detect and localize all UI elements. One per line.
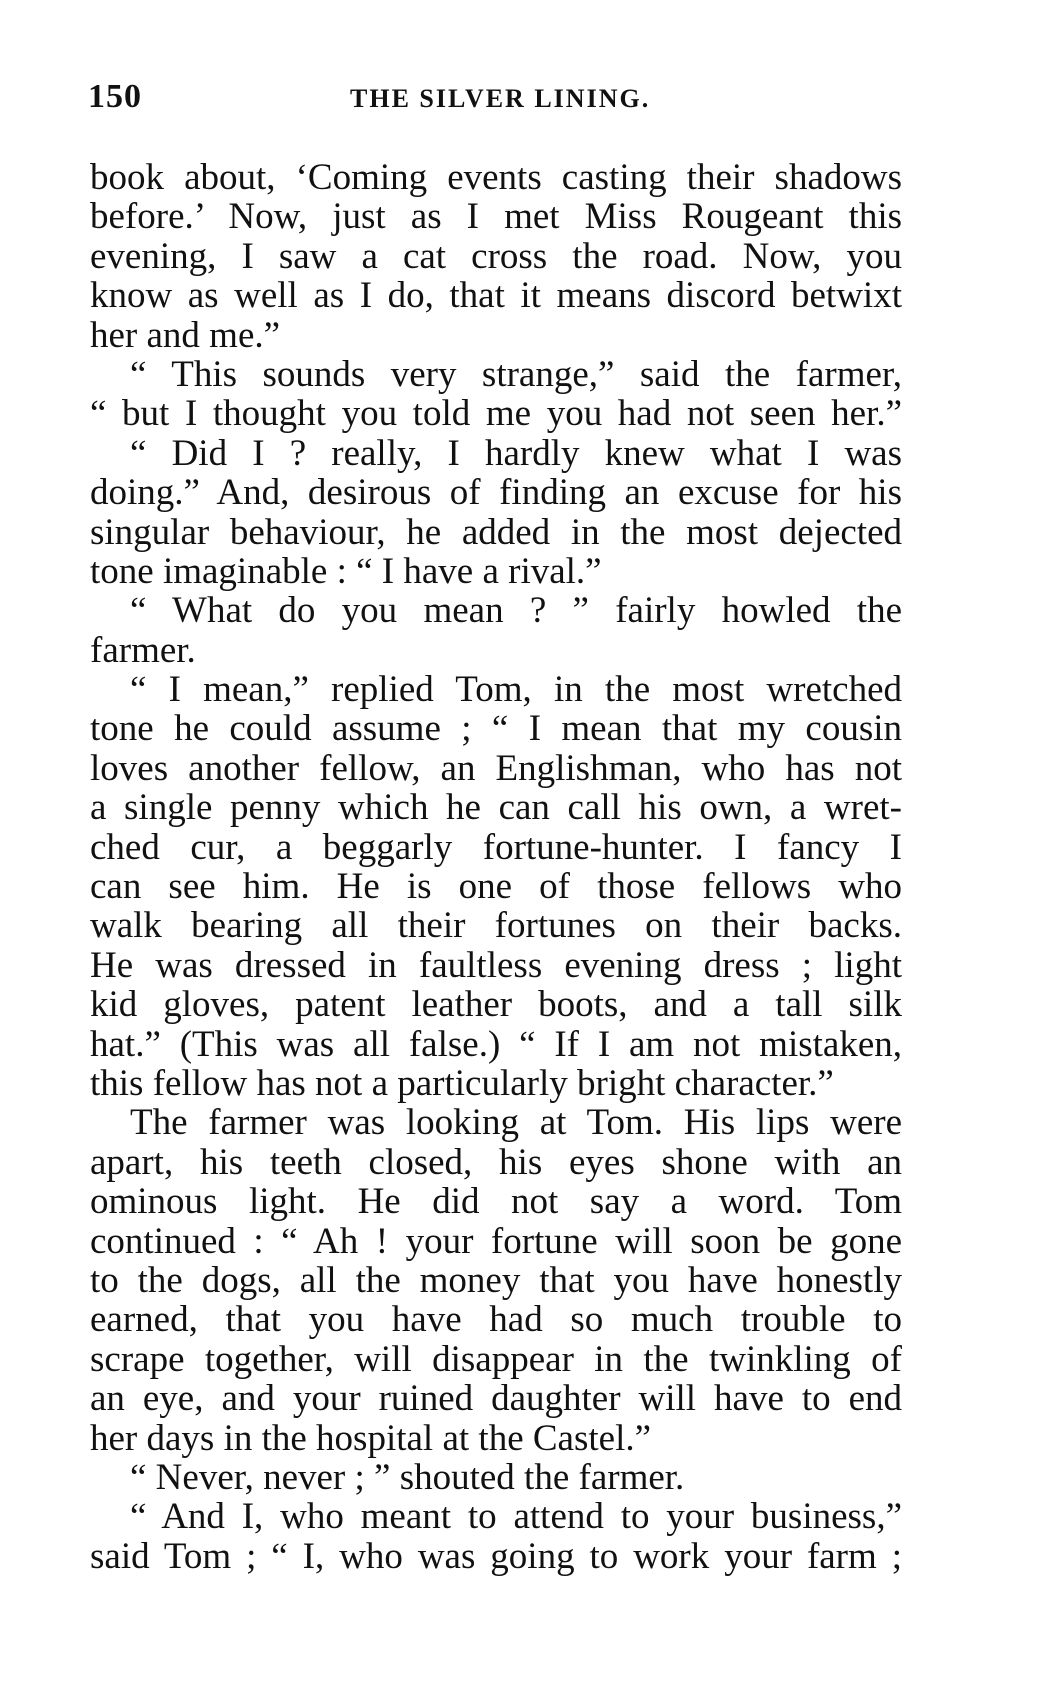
text-line: kid gloves, patent leather boots, and a tall silk [90, 984, 902, 1026]
text-line: earned, that you have had so much trouble to [90, 1299, 902, 1341]
text-line: farmer. [90, 629, 196, 671]
text-line: ched cur, a beggarly fortune-hunter. I fancy I [90, 826, 902, 868]
text-line: He was dressed in faultless evening dress ; light [90, 944, 902, 986]
text-line: her days in the hospital at the Castel.” [90, 1417, 652, 1459]
page-number: 150 [88, 78, 142, 115]
running-title: THE SILVER LINING. [350, 84, 651, 113]
text-line: apart, his teeth closed, his eyes shone with an [90, 1141, 902, 1183]
text-line: tone imaginable : “ I have a rival.” [90, 550, 602, 592]
text-line: her and me.” [90, 314, 281, 356]
text-line: book about, ‘Coming events casting their shadows [90, 157, 902, 198]
text-line: can see him. He is one of those fellows who [90, 866, 902, 908]
text-line: scrape together, will disappear in the twinkling of [90, 1338, 902, 1380]
text-line: “ I mean,” replied Tom, in the most wretched [130, 669, 902, 711]
text-line: “ Never, never ; ” shouted the farmer. [130, 1456, 685, 1498]
text-line: “ This sounds very strange,” said the farmer, [130, 353, 902, 395]
text-line: evening, I saw a cat cross the road. Now, you [90, 235, 902, 277]
text-line: “ What do you mean ? ” fairly howled the [130, 590, 902, 632]
text-line: continued : “ Ah ! your fortune will soon be gone [90, 1220, 902, 1262]
page-header [88, 78, 900, 118]
text-line: a single penny which he can call his own, a wret- [90, 787, 902, 829]
text-line: to the dogs, all the money that you have honestly [90, 1259, 902, 1301]
text-line: this fellow has not a particularly bright character.” [90, 1062, 834, 1104]
text-line: said Tom ; “ I, who was going to work your farm ; [90, 1535, 902, 1577]
text-line: The farmer was looking at Tom. His lips were [130, 1102, 902, 1144]
text-line: “ And I, who meant to attend to your business,” [130, 1496, 902, 1538]
text-line: know as well as I do, that it means discord betwixt [90, 275, 902, 317]
text-line: before.’ Now, just as I met Miss Rougeant this [90, 196, 902, 238]
text-line: ominous light. He did not say a word. Tom [90, 1181, 902, 1223]
body-text [90, 158, 902, 1576]
text-line: tone he could assume ; “ I mean that my cousin [90, 708, 902, 750]
text-line: singular behaviour, he added in the most dejected [90, 511, 902, 553]
text-line: doing.” And, desirous of finding an excuse for his [90, 472, 902, 514]
text-line: walk bearing all their fortunes on their backs. [90, 905, 902, 947]
text-line: hat.” (This was all false.) “ If I am not mistaken, [90, 1023, 902, 1065]
text-line: an eye, and your ruined daughter will have to end [90, 1378, 902, 1420]
text-line: “ Did I ? really, I hardly knew what I was [130, 432, 902, 474]
text-line: loves another fellow, an Englishman, who has not [90, 747, 902, 789]
text-line: “ but I thought you told me you had not seen her.” [90, 393, 902, 435]
